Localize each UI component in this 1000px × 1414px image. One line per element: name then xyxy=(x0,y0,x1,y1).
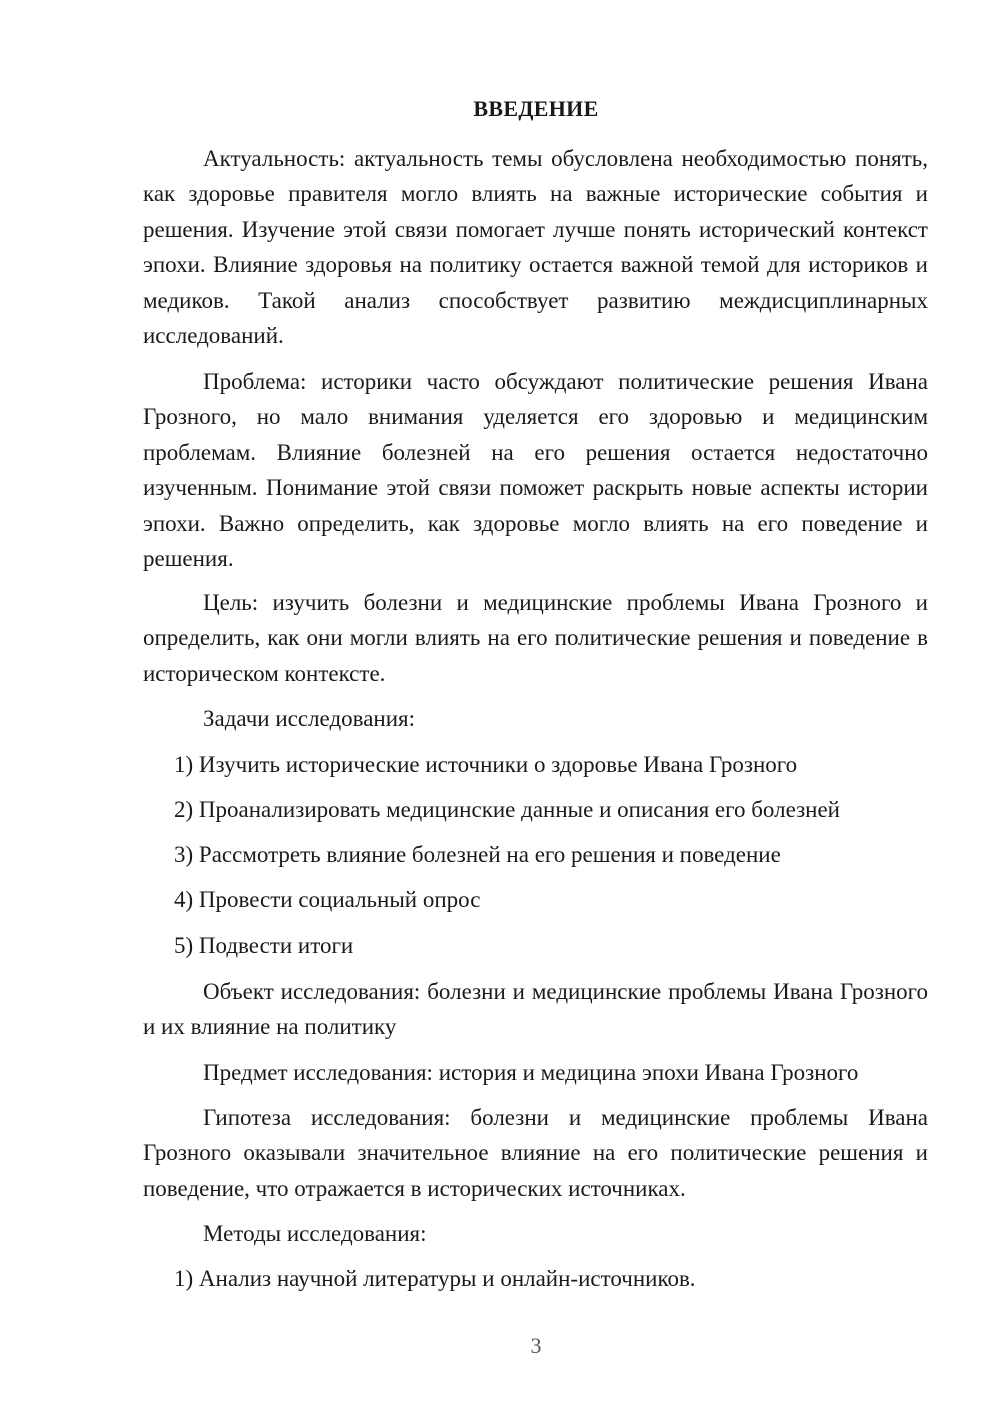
task-item-1: 1) Изучить исторические источники о здоровье Ивана Грозного xyxy=(174,752,798,777)
methods-heading: Методы исследования: xyxy=(203,1221,427,1246)
hypothesis-paragraph xyxy=(143,1100,928,1206)
page-number: 3 xyxy=(530,1333,542,1358)
relevance-text: Актуальность: актуальность темы обусловлена необходимостью понять, как здоровье правителя могло влиять на важные исторические события и решения. Изучение этой связи помогает лучше понять исторический контекст эпохи. Влияние здоровья на политику остается важной темой для историков и медиков. Такой анализ способствует развитию междисциплинарных исследований. xyxy=(143,146,928,349)
goal-text: Цель: изучить болезни и медицинские проблемы Ивана Грозного и определить, как они могли влиять на его политические решения и поведение в историческом контексте. xyxy=(143,590,928,686)
problem-text: Проблема: историки часто обсуждают политические решения Ивана Грозного, но мало внимания уделяется его здоровью и медицинским проблемам. Влияние болезней на его решения остается недостаточно изученным. Понимание этой связи поможет раскрыть новые аспекты истории эпохи. Важно определить, как здоровье могло влиять на его поведение и решения. xyxy=(143,369,928,572)
task-item-3: 3) Рассмотреть влияние болезней на его решения и поведение xyxy=(174,842,781,867)
task-item-2: 2) Проанализировать медицинские данные и описания его болезней xyxy=(174,797,840,822)
object-text: Объект исследования: болезни и медицинские проблемы Ивана Грозного и их влияние на политику xyxy=(143,979,928,1040)
relevance-paragraph xyxy=(143,141,928,353)
task-item-5: 5) Подвести итоги xyxy=(174,933,354,958)
method-item-1: 1) Анализ научной литературы и онлайн-источников. xyxy=(174,1266,696,1291)
subject-text: Предмет исследования: история и медицина эпохи Ивана Грозного xyxy=(203,1060,859,1085)
hypothesis-text: Гипотеза исследования: болезни и медицинские проблемы Ивана Грозного оказывали значительное влияние на его политические решения и поведение, что отражается в исторических источниках. xyxy=(143,1105,928,1201)
page-title: ВВЕДЕНИЕ xyxy=(473,96,599,121)
object-paragraph xyxy=(143,974,928,1045)
tasks-heading: Задачи исследования: xyxy=(203,706,416,731)
problem-paragraph xyxy=(143,364,928,576)
task-item-4: 4) Провести социальный опрос xyxy=(174,887,481,912)
goal-paragraph xyxy=(143,585,928,691)
